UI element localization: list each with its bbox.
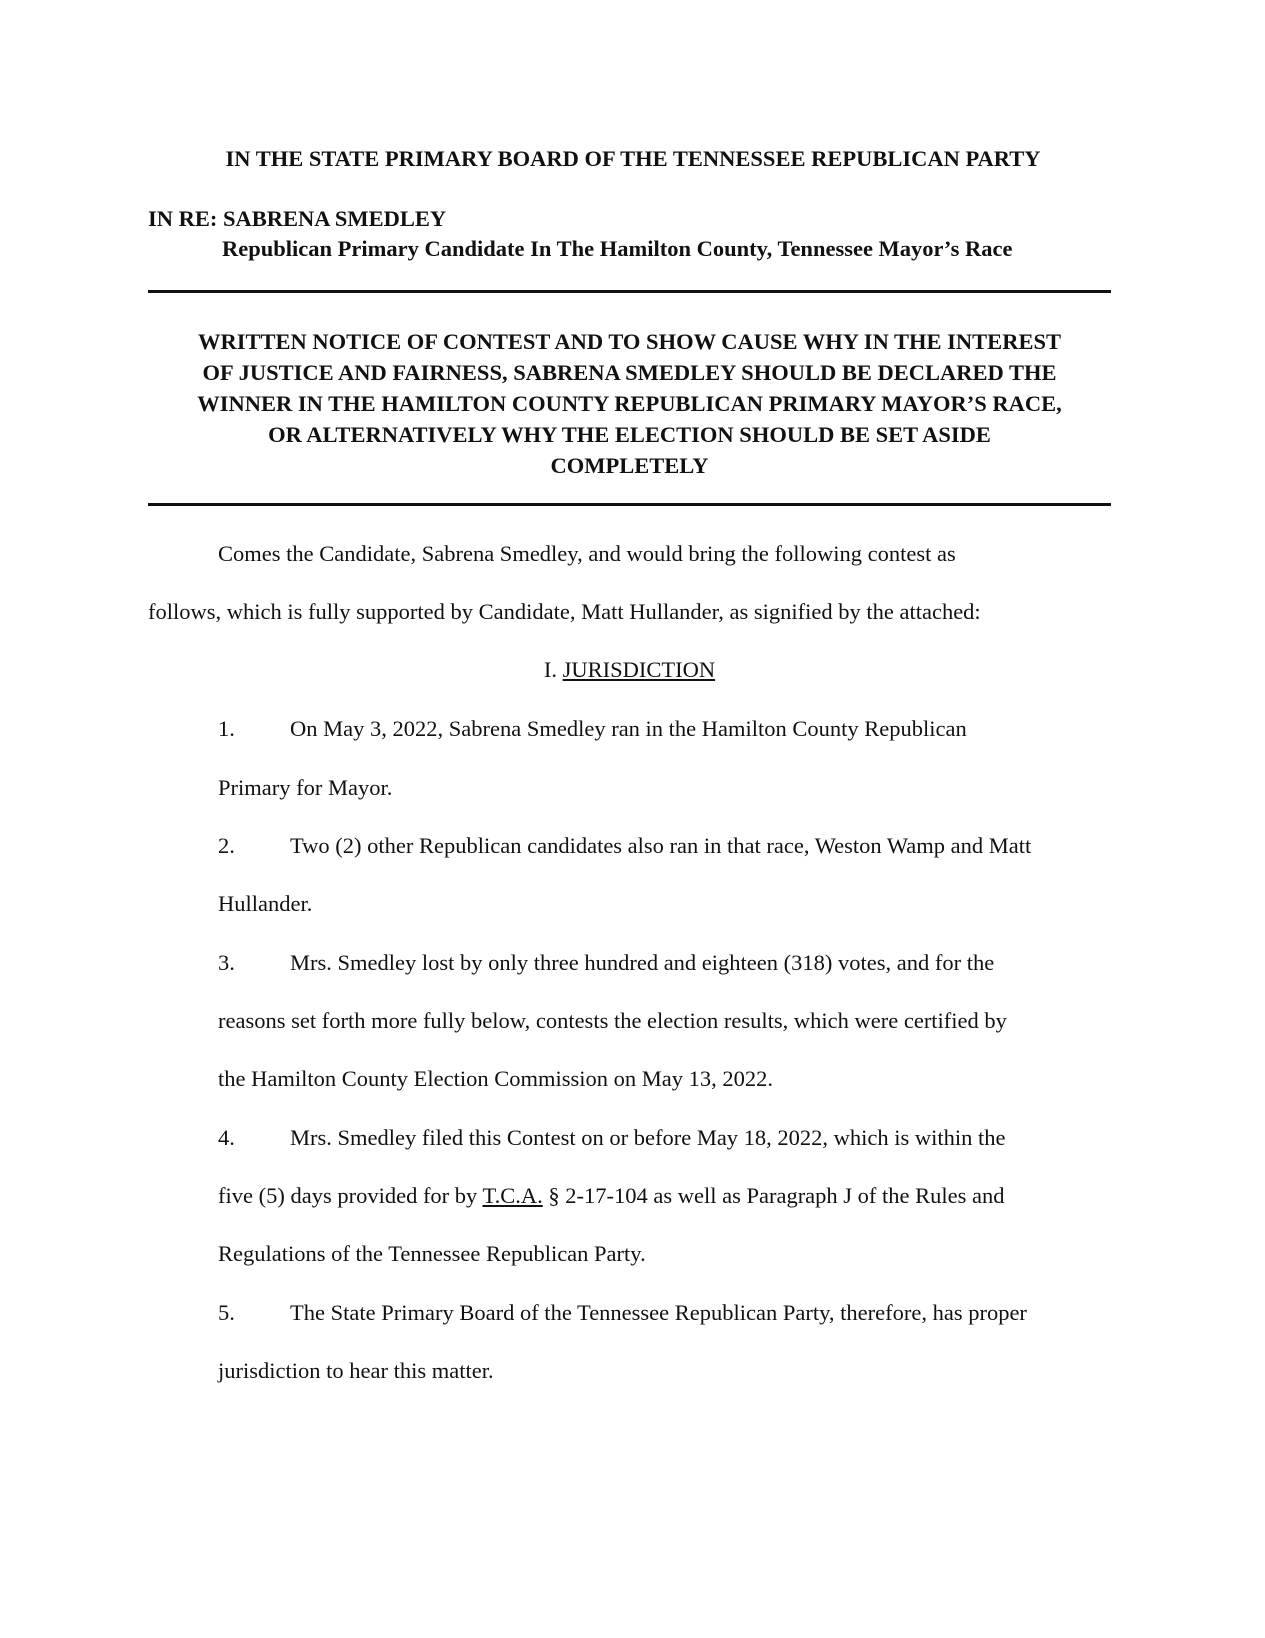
notice-title	[148, 326, 1111, 481]
in-re-subtitle: Republican Primary Candidate In The Hamilton County, Tennessee Mayor’s Race	[222, 236, 1013, 261]
paragraph-text-fragment: five (5) days provided for by	[218, 1183, 478, 1208]
paragraph-text: Regulations of the Tennessee Republican Party.	[218, 1241, 646, 1266]
paragraph-number: 3.	[218, 950, 235, 975]
in-re-line: IN RE: SABRENA SMEDLEY	[148, 206, 447, 231]
top-divider	[148, 290, 1111, 293]
notice-title-line: OR ALTERNATIVELY WHY THE ELECTION SHOULD BE SET ASIDE	[268, 422, 991, 447]
statute-citation: T.C.A.	[482, 1183, 543, 1208]
paragraph-text: The State Primary Board of the Tennessee Republican Party, therefore, has proper	[290, 1300, 1027, 1325]
paragraph-number: 1.	[218, 716, 235, 741]
paragraph-text: Two (2) other Republican candidates also ran in that race, Weston Wamp and Matt	[290, 833, 1032, 858]
paragraph-text: jurisdiction to hear this matter.	[218, 1358, 494, 1383]
paragraph-number: 2.	[218, 833, 235, 858]
section-number: I.	[543, 657, 557, 682]
notice-title-line: WRITTEN NOTICE OF CONTEST AND TO SHOW CAUSE WHY IN THE INTEREST	[198, 329, 1061, 354]
notice-title-line: COMPLETELY	[550, 453, 709, 478]
paragraph-text: On May 3, 2022, Sabrena Smedley ran in the Hamilton County Republican	[290, 716, 967, 741]
paragraph-number: 5.	[218, 1300, 235, 1325]
paragraph-text	[218, 1183, 1005, 1209]
notice-title-line: WINNER IN THE HAMILTON COUNTY REPUBLICAN PRIMARY MAYOR’S RACE,	[197, 391, 1062, 416]
section-title: JURISDICTION	[562, 657, 716, 682]
court-heading: IN THE STATE PRIMARY BOARD OF THE TENNESSEE REPUBLICAN PARTY	[225, 146, 1041, 171]
paragraph-text: Hullander.	[218, 891, 313, 916]
paragraph-text: Mrs. Smedley filed this Contest on or before May 18, 2022, which is within the	[290, 1125, 1006, 1150]
paragraph-text: Mrs. Smedley lost by only three hundred and eighteen (318) votes, and for the	[290, 950, 995, 975]
bottom-divider	[148, 503, 1111, 506]
notice-title-line: OF JUSTICE AND FAIRNESS, SABRENA SMEDLEY SHOULD BE DECLARED THE	[202, 360, 1057, 385]
paragraph-text-fragment: § 2-17-104 as well as Paragraph J of the Rules and	[548, 1183, 1005, 1208]
paragraph-text: reasons set forth more fully below, contests the election results, which were certified by	[218, 1008, 1007, 1033]
intro-line-2: follows, which is fully supported by Candidate, Matt Hullander, as signified by the attached:	[148, 599, 981, 624]
paragraph-number: 4.	[218, 1125, 235, 1150]
section-heading	[148, 657, 1111, 683]
paragraph-text: Primary for Mayor.	[218, 775, 393, 800]
paragraph-text: the Hamilton County Election Commission on May 13, 2022.	[218, 1066, 773, 1091]
intro-line-1: Comes the Candidate, Sabrena Smedley, and would bring the following contest as	[218, 541, 956, 566]
